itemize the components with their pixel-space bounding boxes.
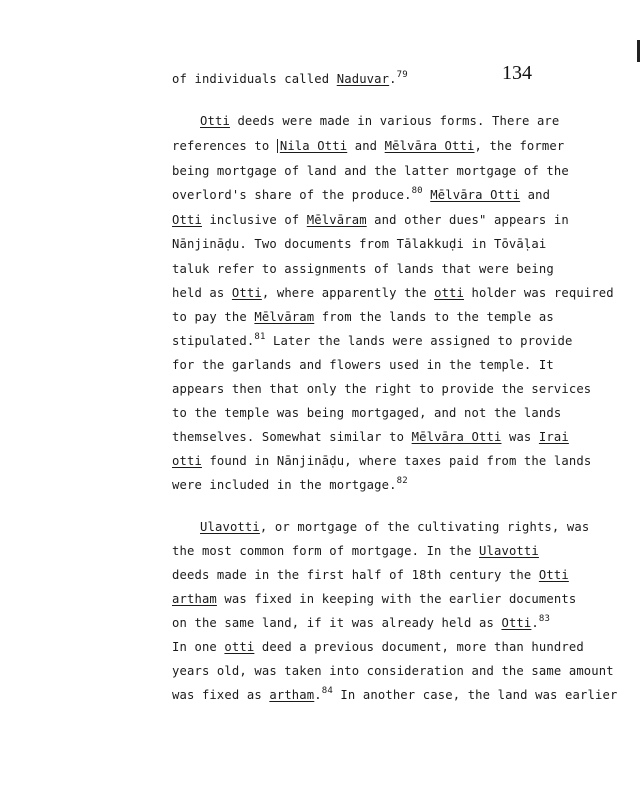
- text-run: .: [531, 616, 539, 630]
- text-line: [172, 164, 569, 178]
- page-number: 134: [502, 62, 532, 84]
- text-run: deed a previous document, more than hundred: [254, 640, 584, 654]
- text-line: [172, 454, 591, 468]
- text-run: and: [347, 139, 385, 153]
- underlined-term: Mēlvāram: [306, 213, 367, 227]
- text-line: [172, 262, 554, 276]
- text-line: [172, 688, 617, 702]
- text-run: and: [520, 188, 551, 202]
- text-line: [172, 640, 584, 654]
- underlined-term: Otti: [200, 114, 230, 128]
- underlined-term: Otti: [172, 213, 202, 227]
- footnote-ref: 81: [254, 332, 266, 342]
- text-line: [172, 213, 569, 227]
- underlined-term: Ulavotti: [479, 544, 539, 558]
- text-run: was: [501, 430, 539, 444]
- underlined-term: Mēlvāra Otti: [384, 139, 475, 153]
- underlined-term: Nila Otti: [277, 139, 347, 153]
- text-run: was fixed in keeping with the earlier documents: [216, 592, 577, 606]
- footnote-ref: 79: [396, 70, 408, 80]
- text-line: [172, 310, 554, 324]
- text-line: [172, 568, 569, 582]
- underlined-term: Irai: [538, 430, 569, 444]
- underlined-term: Mēlvāra Otti: [411, 430, 502, 444]
- text-line: [172, 664, 614, 678]
- text-line: [200, 520, 589, 534]
- text-line: [172, 478, 408, 492]
- text-line: [172, 430, 569, 444]
- text-run: , where apparently the: [261, 286, 435, 300]
- text-run: In one: [172, 640, 225, 654]
- footnote-ref: 80: [411, 186, 423, 196]
- text-line: [172, 592, 576, 606]
- text-line: [172, 72, 408, 86]
- underlined-term: Naduvar: [336, 72, 390, 86]
- text-run: to pay the: [172, 310, 255, 324]
- text-run: being mortgage of land and the latter mortgage of the: [172, 164, 569, 178]
- text-run: .: [314, 688, 322, 702]
- text-run: overlord's share of the produce.: [172, 188, 412, 202]
- underlined-term: Otti: [538, 568, 569, 582]
- text-line: [172, 358, 554, 372]
- footnote-ref: 84: [321, 686, 333, 696]
- text-run: years old, was taken into consideration and the same amount: [172, 664, 614, 678]
- text-run: taluk refer to assignments of lands that were being: [172, 262, 554, 276]
- underlined-term: Mēlvāra Otti: [430, 188, 521, 202]
- text-run: inclusive of: [201, 213, 307, 227]
- text-run: , the former: [474, 139, 565, 153]
- text-run: In another case, the land was earlier: [332, 688, 618, 702]
- text-run: were included in the mortgage.: [172, 478, 397, 492]
- underlined-term: otti: [224, 640, 255, 654]
- underlined-term: otti: [172, 454, 202, 468]
- text-run: deeds were made in various forms. There are: [229, 114, 560, 128]
- text-run: Nānjināḍu. Two documents from Tālakkuḍi in Tōvāḷai: [172, 237, 547, 251]
- text-run: .: [389, 72, 397, 86]
- text-run: deeds made in the first half of 18th century the: [172, 568, 539, 582]
- text-line: [172, 139, 564, 153]
- text-run: held as: [172, 286, 232, 300]
- underlined-term: Otti: [231, 286, 262, 300]
- text-line: [172, 188, 550, 202]
- footnote-ref: 82: [396, 476, 408, 486]
- underlined-term: Ulavotti: [200, 520, 260, 534]
- text-run: the most common form of mortgage. In the: [172, 544, 479, 558]
- text-line: [172, 237, 546, 251]
- underlined-term: artham: [172, 592, 217, 606]
- footnote-ref: 83: [538, 614, 551, 624]
- text-line: [172, 334, 573, 348]
- underlined-term: Mēlvāram: [254, 310, 315, 324]
- text-run: on the same land, if it was already held as: [172, 616, 502, 630]
- underlined-term: artham: [269, 688, 315, 702]
- text-run: stipulated.: [172, 334, 255, 348]
- text-line: [172, 406, 561, 420]
- text-run: Later the lands were assigned to provide: [265, 334, 573, 348]
- text-line: [172, 616, 550, 630]
- text-run: references to: [172, 139, 277, 153]
- text-line: [172, 286, 614, 300]
- text-run: of individuals called: [172, 72, 337, 86]
- underlined-term: otti: [434, 286, 465, 300]
- text-line: [172, 382, 591, 396]
- text-line: [172, 544, 539, 558]
- text-run: themselves. Somewhat similar to: [172, 430, 412, 444]
- text-run: and other dues" appears in: [366, 213, 569, 227]
- text-run: , or mortgage of the cultivating rights, was: [259, 520, 590, 534]
- text-run: to the temple was being mortgaged, and not the lands: [172, 406, 562, 420]
- text-run: was fixed as: [172, 688, 270, 702]
- text-line: [200, 114, 559, 128]
- text-run: holder was required: [464, 286, 614, 300]
- text-run: appears then that only the right to provide the services: [172, 382, 592, 396]
- text-run: from the lands to the temple as: [314, 310, 554, 324]
- underlined-term: Otti: [501, 616, 532, 630]
- text-run: for the garlands and flowers used in the temple. It: [172, 358, 554, 372]
- text-run: found in Nānjināḍu, where taxes paid from the lands: [201, 454, 592, 468]
